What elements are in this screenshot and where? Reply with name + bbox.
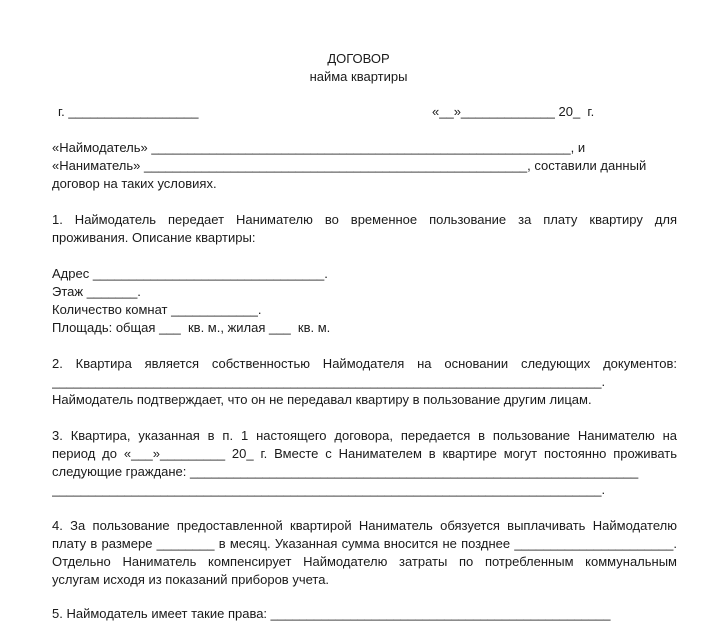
parties-tail: договор на таких условиях. (52, 176, 217, 191)
clause4-line1: 4. За пользование предоставленной квартирой Наниматель обязуется выплачивать Наймодателю (52, 518, 677, 533)
clause3-line3: следующие граждане: ______________________________________________________________ (52, 464, 639, 479)
clause5-line1: 5. Наймодатель имеет такие права: _______________________________________________ (52, 606, 611, 621)
clause4-line4: услугам исходя из показаний приборов учета. (52, 572, 330, 587)
clause4-line2: плату в размере ________ в месяц. Указанная сумма вносится не позднее ______________________. (52, 536, 677, 551)
clause1-line2: проживания. Описание квартиры: (52, 230, 256, 245)
clause2-line1: 2. Квартира является собственностью Наймодателя на основании следующих документов: (52, 356, 677, 371)
floor-field: Этаж _______. (52, 284, 141, 299)
clause1-line1: 1. Наймодатель передает Нанимателю во временное пользование за плату квартиру для (52, 212, 677, 227)
area-field: Площадь: общая ___ кв. м., жилая ___ кв. м. (52, 320, 331, 335)
address-field: Адрес ________________________________. (52, 266, 328, 281)
clause4-line3: Отдельно Наниматель компенсирует Наймодателю затраты по потребленным коммунальным (52, 554, 677, 569)
document-title: ДОГОВОР (327, 51, 390, 66)
document-subtitle: найма квартиры (309, 69, 408, 84)
tenant-line: «Наниматель» _____________________________________________________, составили данный (52, 158, 647, 173)
city-field: г. __________________ (58, 104, 199, 119)
clause3-line2: период до «___»_________ 20_ г. Вместе с Нанимателем в квартире могут постоянно проживать (52, 446, 677, 461)
clause3-line1: 3. Квартира, указанная в п. 1 настоящего договора, передается в пользование Нанимателю на (52, 428, 677, 443)
clause2-line3: Наймодатель подтверждает, что он не передавал квартиру в пользование другим лицам. (52, 392, 592, 407)
clause3-line4: ____________________________________________________________________________. (52, 482, 606, 497)
clause2-line2: ____________________________________________________________________________. (52, 374, 606, 389)
rooms-field: Количество комнат ____________. (52, 302, 262, 317)
date-field: «__»_____________ 20_ г. (432, 104, 595, 119)
landlord-line: «Наймодатель» __________________________________________________________, и (52, 140, 586, 155)
